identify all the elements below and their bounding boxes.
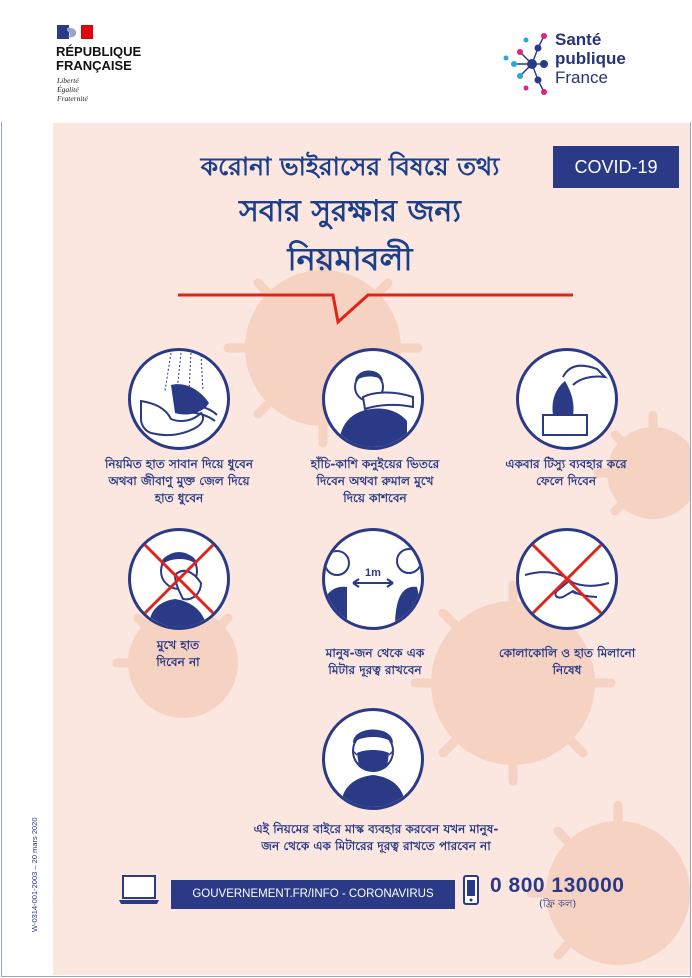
phone-number[interactable]: 0 800 130000	[490, 874, 625, 897]
handwash-icon	[128, 348, 230, 450]
distance-label: 1m	[365, 567, 381, 579]
title-main-line2: নিয়মাবলী	[287, 240, 413, 278]
header	[0, 0, 692, 122]
rule-caption-mask: এই নিয়মের বাইরে মাস্ক ব্যবহার করবেন যখন মানুষ- জন থেকে এক মিটারের দূরত্ব রাখতে পারবেন না	[253, 822, 499, 853]
devise: Liberté Égalité Fraternité	[57, 76, 88, 103]
rule-caption-tissue: একবার টিস্যু ব্যবহার করে ফেলে দিবেন	[505, 457, 627, 488]
laptop-icon	[117, 874, 161, 906]
rule-caption-no-handshake: কোলাকোলি ও হাত মিলানো নিষেধ	[498, 646, 636, 677]
no-face-touch-icon	[128, 528, 230, 630]
marianne-logo-icon	[57, 25, 93, 39]
document-reference: W-0314-001-2003 – 20 mars 2020	[30, 817, 39, 932]
covid-badge: COVID-19	[553, 146, 679, 188]
website-link[interactable]: GOUVERNEMENT.FR/INFO - CORONAVIRUS	[171, 880, 455, 909]
title-main-line1: সবার সুরক্ষার জন্য	[239, 194, 461, 229]
rule-caption-distance: মানুষ-জন থেকে এক মিটার দূরত্ব রাখবেন	[325, 646, 425, 677]
tissue-icon	[516, 348, 618, 450]
rule-caption-no-face-touch: মুখে হাত দিবেন না	[156, 638, 200, 669]
title-subheading: করোনা ভাইরাসের বিষয়ে তথ্য	[200, 152, 500, 181]
mask-icon	[322, 708, 424, 810]
rule-caption-cough: হাঁচি-কাশি কনুইয়ের ভিতরে দিবেন অথবা রুমাল মুখে দিয়ে কাশবেন	[310, 457, 440, 505]
rule-caption-handwash: নিয়মিত হাত সাবান দিয়ে ধুবেন অথবা জীবাণু মুক্ত জেল দিয়ে হাত ধুবেন	[104, 457, 253, 505]
cough-elbow-icon	[322, 348, 424, 450]
sante-publique-france-wordmark: Santé publique France	[555, 30, 626, 87]
republique-francaise: RÉPUBLIQUE FRANÇAISE	[56, 44, 142, 73]
free-call-note: (ফ্রি কল)	[539, 899, 577, 910]
speech-bubble-underline-icon	[178, 292, 573, 328]
phone-icon	[463, 875, 479, 905]
no-handshake-icon	[516, 528, 618, 630]
distance-icon	[322, 528, 424, 630]
